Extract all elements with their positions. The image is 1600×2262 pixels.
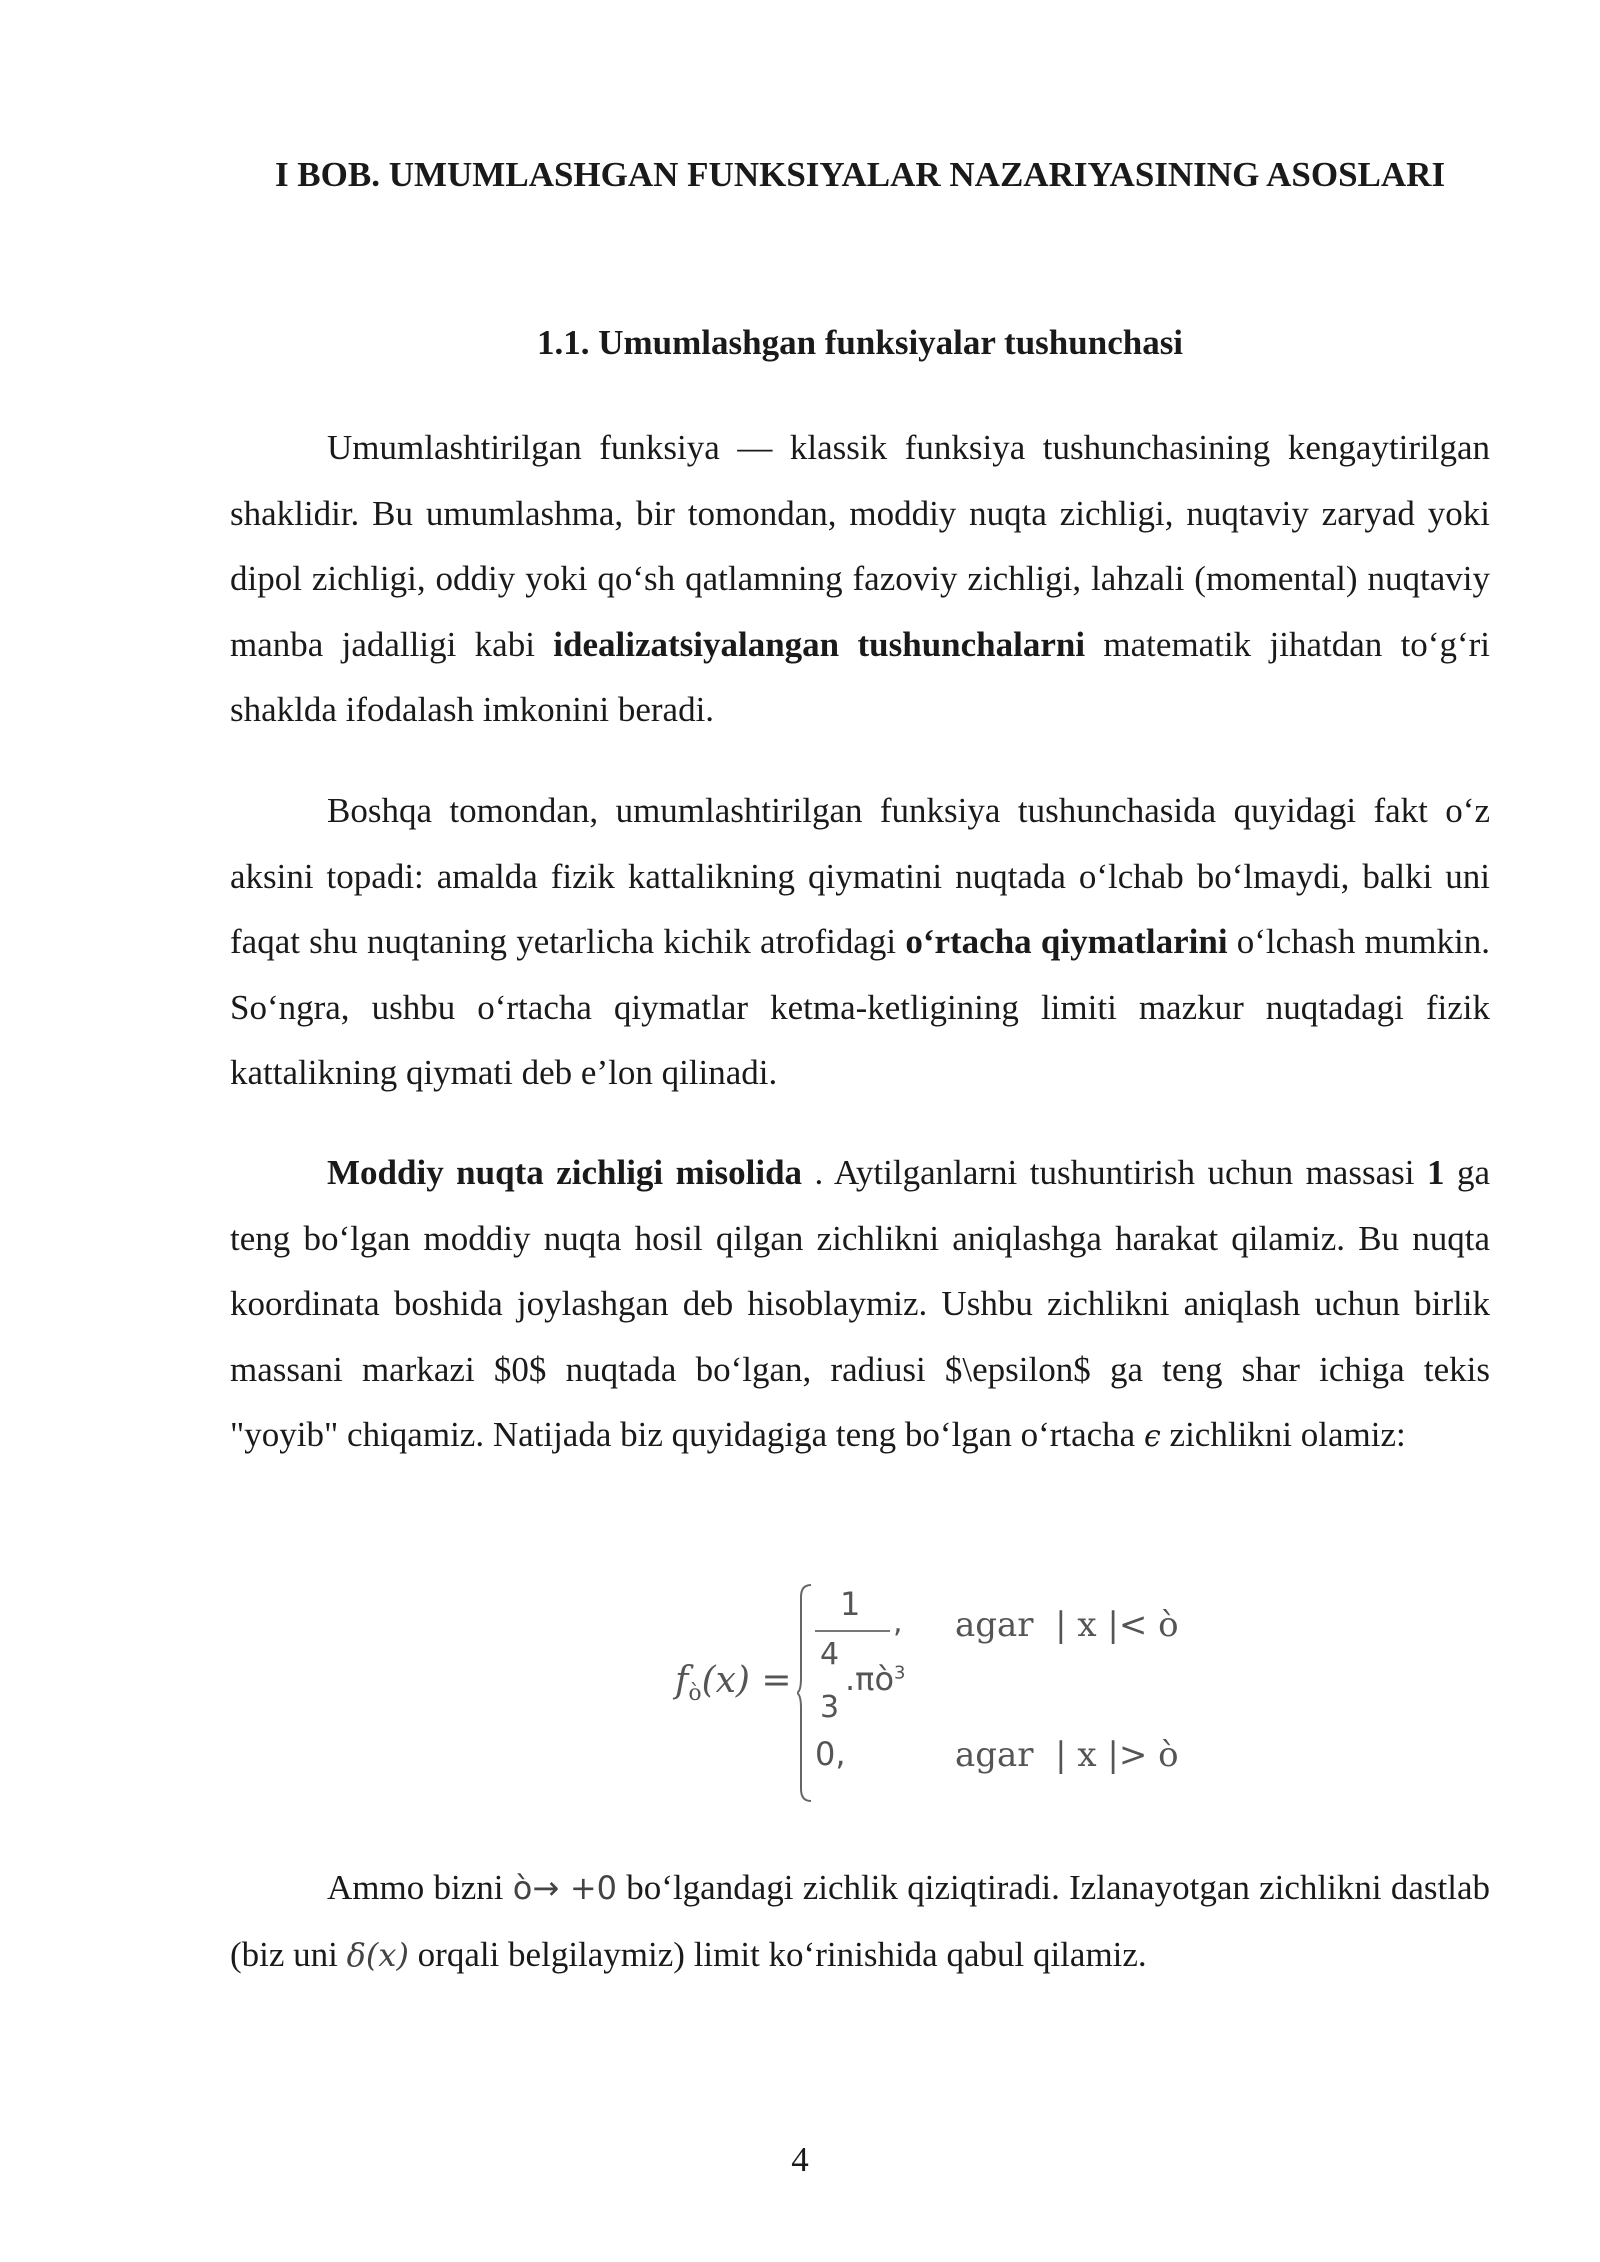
formula-cube: 3 <box>894 1662 906 1684</box>
paragraph-averages <box>230 778 1490 1106</box>
formula-pi-text: .πò <box>845 1660 895 1698</box>
fraction-bar <box>815 1630 890 1632</box>
paragraph-text: ga teng bo‘lgan moddiy nuqta hosil qilgan zichlikni aniqlashga harakat qilamiz. Bu nuqta koordinata boshida joylashgan deb hisoblaymiz. Ushbu zichlikni aniqlash uchun birlik massani markazi $0$ nuqtada bo‘lgan, radiusi $\epsilon$ ga teng shar ichiga tekis "yoyib" chiqamiz. Natijada biz quyidagiga teng bo‘lgan o‘rtacha <box>230 1153 1490 1454</box>
piecewise-formula <box>675 1575 1195 1815</box>
formula-condition-outside: agar | x |> ò <box>955 1735 1179 1775</box>
formula-arg: (x) = <box>701 1660 792 1701</box>
paragraph-text: Umumlashtirilgan funksiya — klassik funksiya tushunchasining kengaytirilgan shaklidir. Bu umumlashma, bir tomondan, moddiy nuqta zichligi, nuqtaviy zaryad yoki dipol zichligi, oddiy yoki qo‘sh qatlamning fazoviy zichligi, lahzali (momental) nuqtaviy manba jadalligi kabi <box>230 428 1490 664</box>
chapter-title: I BOB. UMUMLASHGAN FUNKSIYALAR NAZARIYASINING ASOSLARI <box>274 155 1446 194</box>
left-brace-icon <box>797 1583 813 1803</box>
paragraph-text: orqali belgilaymiz) limit ko‘rinishida qabul qilamiz. <box>408 1934 1147 1974</box>
bold-term: idealizatsiyalangan tushunchalarni <box>553 624 1086 664</box>
paragraph-text: zichlikni olamiz: <box>1160 1415 1406 1454</box>
formula-three: 3 <box>820 1690 840 1725</box>
formula-subscript: ò <box>688 1681 702 1707</box>
bold-number: 1 <box>1426 1153 1445 1192</box>
formula-zero: 0, <box>815 1735 846 1773</box>
paragraph-example <box>230 1140 1490 1470</box>
epsilon-symbol: ϵ <box>1143 1419 1161 1454</box>
inline-math-limit: ò→ +0 <box>512 1869 618 1907</box>
paragraph-text: Ammo bizni <box>327 1868 513 1907</box>
formula-comma: , <box>893 1605 903 1640</box>
paragraph-text: o‘lchash mumkin. So‘ngra, ushbu o‘rtacha qiymatlar ketma-ketligining limiti mazkur nuqtadagi fizik kattalikning qiymati deb e’lon qilinadi. <box>230 922 1490 1092</box>
formula-pi-eps <box>845 1660 905 1698</box>
bold-term: o‘rtacha qiymatlarini <box>905 922 1228 961</box>
paragraph-definition <box>230 415 1490 743</box>
bold-term: Moddiy nuqta zichligi misolida <box>327 1153 803 1192</box>
formula-numerator: 1 <box>840 1585 861 1623</box>
section-title: 1.1. Umumlashgan funksiyalar tushunchasi <box>536 323 1184 362</box>
delta-symbol: δ(x) <box>346 1935 409 1974</box>
paragraph-text: . Aytilganlarni tushuntirish uchun massasi <box>802 1153 1427 1192</box>
paragraph-text: Boshqa tomondan, umumlashtirilgan funksiya tushunchasida quyidagi fakt o‘z aksini topadi: amalda fizik kattalikning qiymatini nuqtada o‘lchab bo‘lmaydi, balki uni faqat shu nuqtaning yetarlicha kichik atrofidagi <box>230 791 1490 961</box>
formula-lhs <box>675 1660 792 1706</box>
page-number: 4 <box>791 2140 809 2179</box>
formula-condition-inside: agar | x |< ò <box>955 1605 1179 1645</box>
paragraph-text: bo‘lgandagi zichlik qiziqtiradi. Izlanayotgan zichlikni dastlab (biz uni <box>230 1868 1490 1974</box>
formula-f: f <box>675 1660 689 1701</box>
paragraph-limit <box>230 1855 1490 1988</box>
paragraph-text: matematik jihatdan to‘g‘ri shaklda ifodalash imkonini beradi. <box>230 624 1490 729</box>
formula-four: 4 <box>820 1637 840 1672</box>
